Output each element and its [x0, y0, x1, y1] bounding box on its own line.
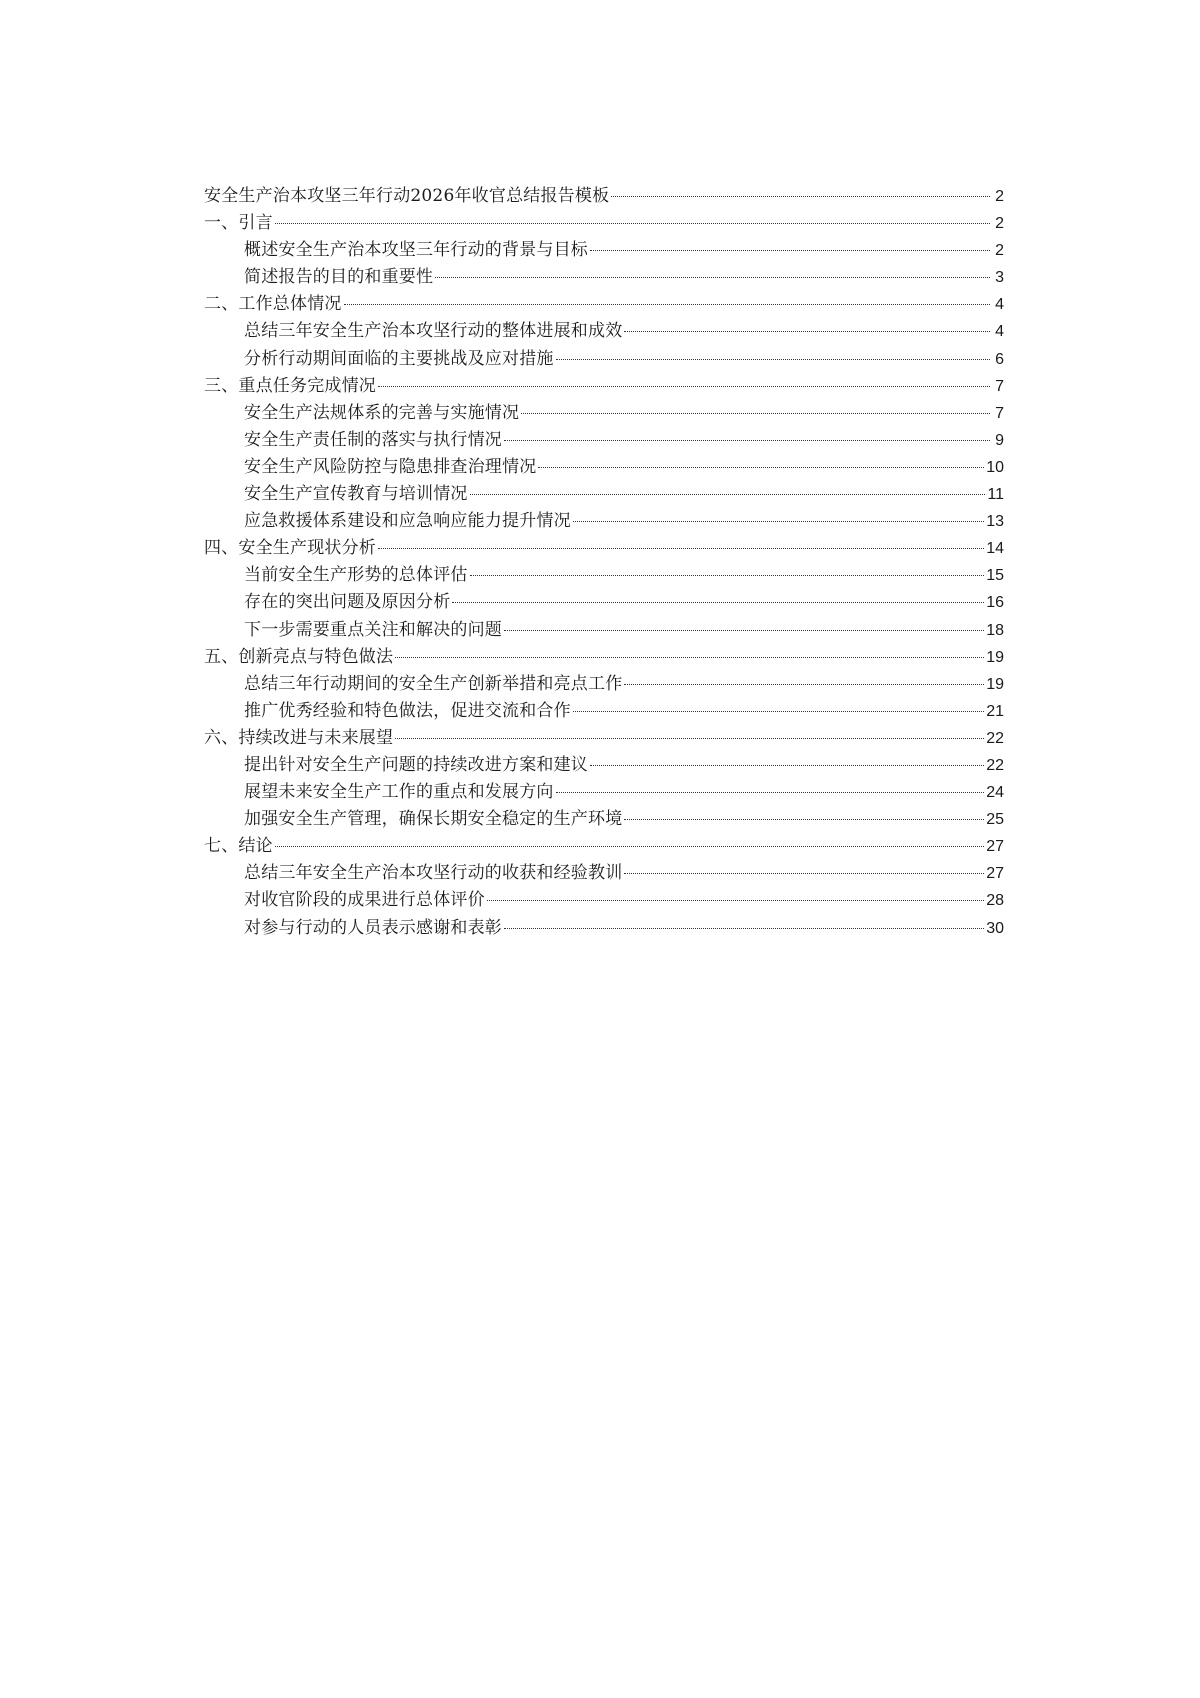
toc-entry-page-number: 3 — [995, 269, 1004, 287]
toc-dot-leader — [452, 601, 984, 603]
toc-entry-page-number: 27 — [986, 838, 1004, 856]
toc-section-entry[interactable] — [204, 644, 1004, 671]
toc-entry-page-number: 19 — [986, 648, 1004, 666]
toc-subsection-entry[interactable] — [204, 860, 1004, 887]
toc-dot-leader — [344, 303, 990, 305]
toc-subsection-entry[interactable] — [204, 887, 1004, 914]
toc-section-entry[interactable] — [204, 535, 1004, 562]
toc-entry-page-number: 7 — [995, 377, 1004, 395]
toc-dot-leader — [624, 872, 984, 874]
toc-entry-title: 六、持续改进与未来展望 — [204, 727, 394, 748]
toc-entry-title: 简述报告的目的和重要性 — [244, 267, 434, 288]
toc-dot-leader — [378, 547, 984, 549]
toc-entry-title: 安全生产治本攻坚三年行动2026年收官总结报告模板 — [204, 186, 610, 206]
toc-dot-leader — [521, 412, 990, 414]
toc-entry-title: 下一步需要重点关注和解决的问题 — [244, 619, 502, 640]
toc-entry-title: 四、安全生产现状分析 — [204, 538, 376, 559]
toc-dot-leader — [395, 737, 984, 739]
toc-entry-page-number: 21 — [986, 702, 1004, 720]
toc-entry-title: 总结三年安全生产治本攻坚行动的整体进展和成效 — [244, 321, 623, 342]
toc-entry-page-number: 13 — [986, 513, 1004, 531]
toc-entry-page-number: 24 — [986, 784, 1004, 802]
toc-entry-page-number: 19 — [986, 675, 1004, 693]
toc-dot-leader — [395, 656, 984, 658]
toc-entry-page-number: 22 — [986, 729, 1004, 747]
toc-entry-title: 二、工作总体情况 — [204, 294, 342, 315]
toc-subsection-entry[interactable] — [204, 346, 1004, 373]
toc-subsection-entry[interactable] — [204, 562, 1004, 589]
toc-entry-page-number: 15 — [986, 567, 1004, 585]
toc-entry-title: 总结三年安全生产治本攻坚行动的收获和经验教训 — [244, 863, 623, 884]
toc-entry-page-number: 2 — [995, 215, 1004, 233]
toc-entry-title: 安全生产宣传教育与培训情况 — [244, 484, 468, 505]
toc-dot-leader — [504, 629, 984, 631]
toc-dot-leader — [556, 791, 985, 793]
toc-entry-title: 五、创新亮点与特色做法 — [204, 646, 394, 667]
toc-entry-title: 加强安全生产管理，确保长期安全稳定的生产环境 — [244, 809, 623, 830]
toc-entry-page-number: 10 — [986, 458, 1004, 476]
toc-subsection-entry[interactable] — [204, 508, 1004, 535]
toc-entry-title: 对收官阶段的成果进行总体评价 — [244, 890, 485, 911]
toc-entry-title: 安全生产法规体系的完善与实施情况 — [244, 402, 520, 423]
toc-subsection-entry[interactable] — [204, 318, 1004, 345]
toc-entry-page-number: 6 — [995, 350, 1004, 368]
toc-dot-leader — [504, 439, 990, 441]
toc-dot-leader — [556, 358, 990, 360]
toc-dot-leader — [435, 276, 990, 278]
toc-dot-leader — [487, 899, 984, 901]
toc-subsection-entry[interactable] — [204, 806, 1004, 833]
toc-subsection-entry[interactable] — [204, 779, 1004, 806]
toc-section-entry[interactable] — [204, 373, 1004, 400]
toc-dot-leader — [573, 520, 984, 522]
toc-entry-title: 当前安全生产形势的总体评估 — [244, 565, 468, 586]
toc-section-entry[interactable] — [204, 833, 1004, 860]
toc-entry-title: 三、重点任务完成情况 — [204, 375, 376, 396]
toc-entry-title: 安全生产风险防控与隐患排查治理情况 — [244, 456, 537, 477]
toc-entry-title: 总结三年行动期间的安全生产创新举措和亮点工作 — [244, 673, 623, 694]
toc-dot-leader — [611, 195, 990, 197]
toc-dot-leader — [504, 927, 984, 929]
toc-dot-leader — [590, 764, 984, 766]
toc-dot-leader — [624, 330, 990, 332]
toc-entry-page-number: 7 — [995, 404, 1004, 422]
toc-entry-title: 存在的突出问题及原因分析 — [244, 592, 451, 613]
toc-entry-page-number: 14 — [986, 540, 1004, 558]
toc-subsection-entry[interactable] — [204, 264, 1004, 291]
toc-entry-page-number: 28 — [986, 892, 1004, 910]
toc-subsection-entry[interactable] — [204, 915, 1004, 942]
toc-section-entry[interactable] — [204, 725, 1004, 752]
toc-entry-title: 分析行动期间面临的主要挑战及应对措施 — [244, 348, 554, 369]
toc-dot-leader — [538, 466, 984, 468]
toc-dot-leader — [590, 249, 990, 251]
toc-entry-page-number: 18 — [986, 621, 1004, 639]
toc-entry-page-number: 4 — [995, 296, 1004, 314]
toc-section-entry[interactable] — [204, 291, 1004, 318]
toc-section-entry[interactable] — [204, 210, 1004, 237]
toc-dot-leader — [470, 493, 986, 495]
toc-entry-title: 推广优秀经验和特色做法，促进交流和合作 — [244, 700, 571, 721]
toc-entry-page-number: 11 — [987, 486, 1004, 504]
toc-entry-page-number: 16 — [986, 594, 1004, 612]
toc-entry-page-number: 25 — [986, 811, 1004, 829]
toc-entry-title: 概述安全生产治本攻坚三年行动的背景与目标 — [244, 240, 588, 261]
toc-dot-leader — [573, 710, 984, 712]
toc-dot-leader — [624, 683, 984, 685]
toc-entry-title: 安全生产责任制的落实与执行情况 — [244, 429, 502, 450]
toc-subsection-entry[interactable] — [204, 400, 1004, 427]
table-of-contents — [204, 183, 1004, 942]
toc-entry-page-number: 22 — [986, 756, 1004, 774]
toc-entry-title: 应急救援体系建设和应急响应能力提升情况 — [244, 511, 571, 532]
toc-entry-page-number: 2 — [995, 242, 1004, 260]
toc-dot-leader — [624, 818, 984, 820]
toc-entry-title: 提出针对安全生产问题的持续改进方案和建议 — [244, 754, 588, 775]
toc-entry-title: 对参与行动的人员表示感谢和表彰 — [244, 917, 502, 938]
toc-subsection-entry[interactable] — [204, 481, 1004, 508]
toc-subsection-entry[interactable] — [204, 671, 1004, 698]
toc-entry-title: 七、结论 — [204, 836, 273, 857]
toc-dot-leader — [275, 845, 984, 847]
toc-subsection-entry[interactable] — [204, 617, 1004, 644]
toc-dot-leader — [470, 574, 985, 576]
toc-subsection-entry[interactable] — [204, 752, 1004, 779]
toc-subsection-entry[interactable] — [204, 589, 1004, 616]
toc-entry-title: 一、引言 — [204, 213, 273, 234]
toc-entry-page-number: 9 — [995, 431, 1004, 449]
toc-subsection-entry[interactable] — [204, 454, 1004, 481]
toc-dot-leader — [378, 385, 990, 387]
toc-entry-page-number: 27 — [986, 865, 1004, 883]
toc-entry-page-number: 4 — [995, 323, 1004, 341]
toc-subsection-entry[interactable] — [204, 427, 1004, 454]
toc-entry-page-number: 30 — [986, 919, 1004, 937]
toc-dot-leader — [275, 222, 990, 224]
toc-section-entry[interactable] — [204, 183, 1004, 210]
toc-subsection-entry[interactable] — [204, 237, 1004, 264]
toc-entry-title: 展望未来安全生产工作的重点和发展方向 — [244, 782, 554, 803]
toc-entry-page-number: 2 — [995, 188, 1004, 205]
toc-subsection-entry[interactable] — [204, 698, 1004, 725]
